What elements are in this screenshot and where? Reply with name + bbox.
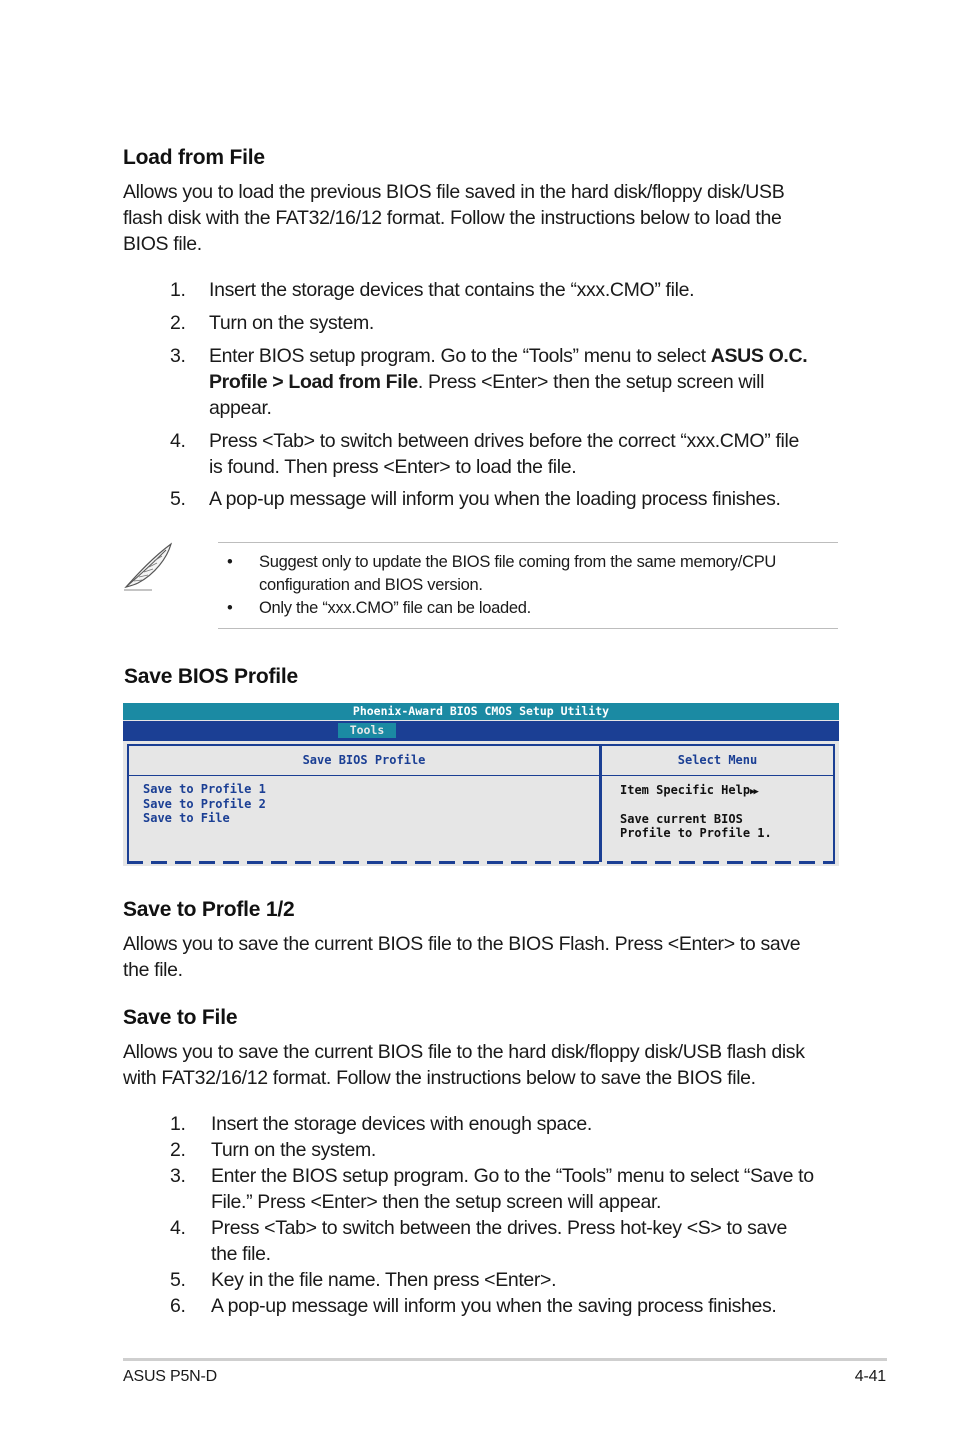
footer-page-number: 4-41	[854, 1368, 886, 1385]
heading-save-to-file: Save to File	[123, 1006, 238, 1029]
save-to-file-intro	[123, 1039, 839, 1091]
bios-side-header: Select Menu	[602, 746, 833, 776]
intro-line: flash disk with the FAT32/16/12 format. Follow the instructions below to load the	[123, 207, 782, 229]
paragraph-line: the file.	[123, 959, 183, 981]
step-number: 2.	[170, 1139, 186, 1161]
step-text: . Press <Enter> then the setup screen will	[417, 371, 765, 393]
help-line: Save current BIOS	[620, 812, 743, 826]
bios-main-panel	[127, 744, 601, 862]
menu-item-save-to-file[interactable]: Save to File	[143, 811, 230, 825]
help-title-text: Item Specific Help	[620, 783, 751, 797]
bullet-text: Only the “xxx.CMO” file can be loaded.	[259, 599, 531, 617]
footer-product: ASUS P5N-D	[123, 1368, 218, 1385]
help-title	[620, 783, 757, 797]
step-text: Enter BIOS setup program. Go to the “Tools” menu to select	[209, 345, 711, 367]
step-number: 1.	[170, 279, 186, 301]
bullet-symbol: •	[227, 599, 233, 617]
step-number: 2.	[170, 312, 186, 334]
step-number: 3.	[170, 345, 186, 367]
step-text: Insert the storage devices with enough space.	[211, 1113, 592, 1135]
heading-load-from-file: Load from File	[123, 146, 265, 169]
paragraph-line: Allows you to save the current BIOS file to the hard disk/floppy disk/USB flash disk	[123, 1041, 805, 1063]
heading-save-to-profile: Save to Profle 1/2	[123, 898, 295, 921]
step-text: is found. Then press <Enter> to load the file.	[209, 456, 577, 478]
bios-tab-bar	[123, 721, 839, 741]
double-arrow-icon: ▶▶	[750, 787, 757, 797]
step-text: Turn on the system.	[209, 312, 374, 334]
step-text: Enter the BIOS setup program. Go to the “Tools” menu to select “Save to	[211, 1165, 814, 1187]
step-text: the file.	[211, 1243, 271, 1265]
bios-main-header: Save BIOS Profile	[129, 746, 599, 776]
step-text: appear.	[209, 397, 272, 419]
heading-save-bios-profile: Save BIOS Profile	[124, 665, 299, 688]
load-from-file-intro	[123, 179, 839, 257]
bios-title-bar: Phoenix-Award BIOS CMOS Setup Utility	[123, 703, 839, 720]
footer-rule	[123, 1358, 887, 1361]
step-number: 5.	[170, 1269, 186, 1291]
menu-path-bold: Profile > Load from File	[209, 371, 418, 393]
save-to-profile-text	[123, 931, 839, 983]
tab-tools[interactable]: Tools	[338, 723, 396, 738]
step-text: Insert the storage devices that contains the “xxx.CMO” file.	[209, 279, 695, 301]
step-number: 4.	[170, 1217, 186, 1239]
step-text: File.” Press <Enter> then the setup screen will appear.	[211, 1191, 662, 1213]
step-text: Press <Tab> to switch between drives before the correct “xxx.CMO” file	[209, 430, 799, 452]
menu-path-bold: ASUS O.C.	[710, 345, 808, 367]
step-number: 5.	[170, 488, 186, 510]
bios-dashed-border	[127, 861, 835, 864]
step-text: A pop-up message will inform you when the loading process finishes.	[209, 488, 781, 510]
step-number: 3.	[170, 1165, 186, 1187]
note-feather-icon	[122, 540, 176, 594]
help-line: Profile to Profile 1.	[620, 826, 772, 840]
bios-help-panel	[600, 744, 835, 862]
step-number: 6.	[170, 1295, 186, 1317]
paragraph-line: Allows you to save the current BIOS file to the BIOS Flash. Press <Enter> to save	[123, 933, 801, 955]
bullet-symbol: •	[227, 553, 233, 571]
note-bottom-rule	[218, 628, 838, 629]
note-top-rule	[218, 542, 838, 543]
step-text: A pop-up message will inform you when the saving process finishes.	[211, 1295, 777, 1317]
paragraph-line: with FAT32/16/12 format. Follow the instructions below to save the BIOS file.	[123, 1067, 756, 1089]
bullet-text: configuration and BIOS version.	[259, 576, 483, 594]
step-text: Press <Tab> to switch between the drives. Press hot-key <S> to save	[211, 1217, 787, 1239]
step-number: 4.	[170, 430, 186, 452]
intro-line: Allows you to load the previous BIOS file saved in the hard disk/floppy disk/USB	[123, 181, 785, 203]
bios-screenshot	[123, 703, 839, 866]
step-number: 1.	[170, 1113, 186, 1135]
bullet-text: Suggest only to update the BIOS file coming from the same memory/CPU	[259, 553, 777, 571]
menu-item-save-profile-2[interactable]: Save to Profile 2	[143, 797, 266, 811]
step-text: Key in the file name. Then press <Enter>.	[211, 1269, 557, 1291]
step-text: Turn on the system.	[211, 1139, 376, 1161]
intro-line: BIOS file.	[123, 233, 202, 255]
menu-item-save-profile-1[interactable]: Save to Profile 1	[143, 782, 266, 796]
